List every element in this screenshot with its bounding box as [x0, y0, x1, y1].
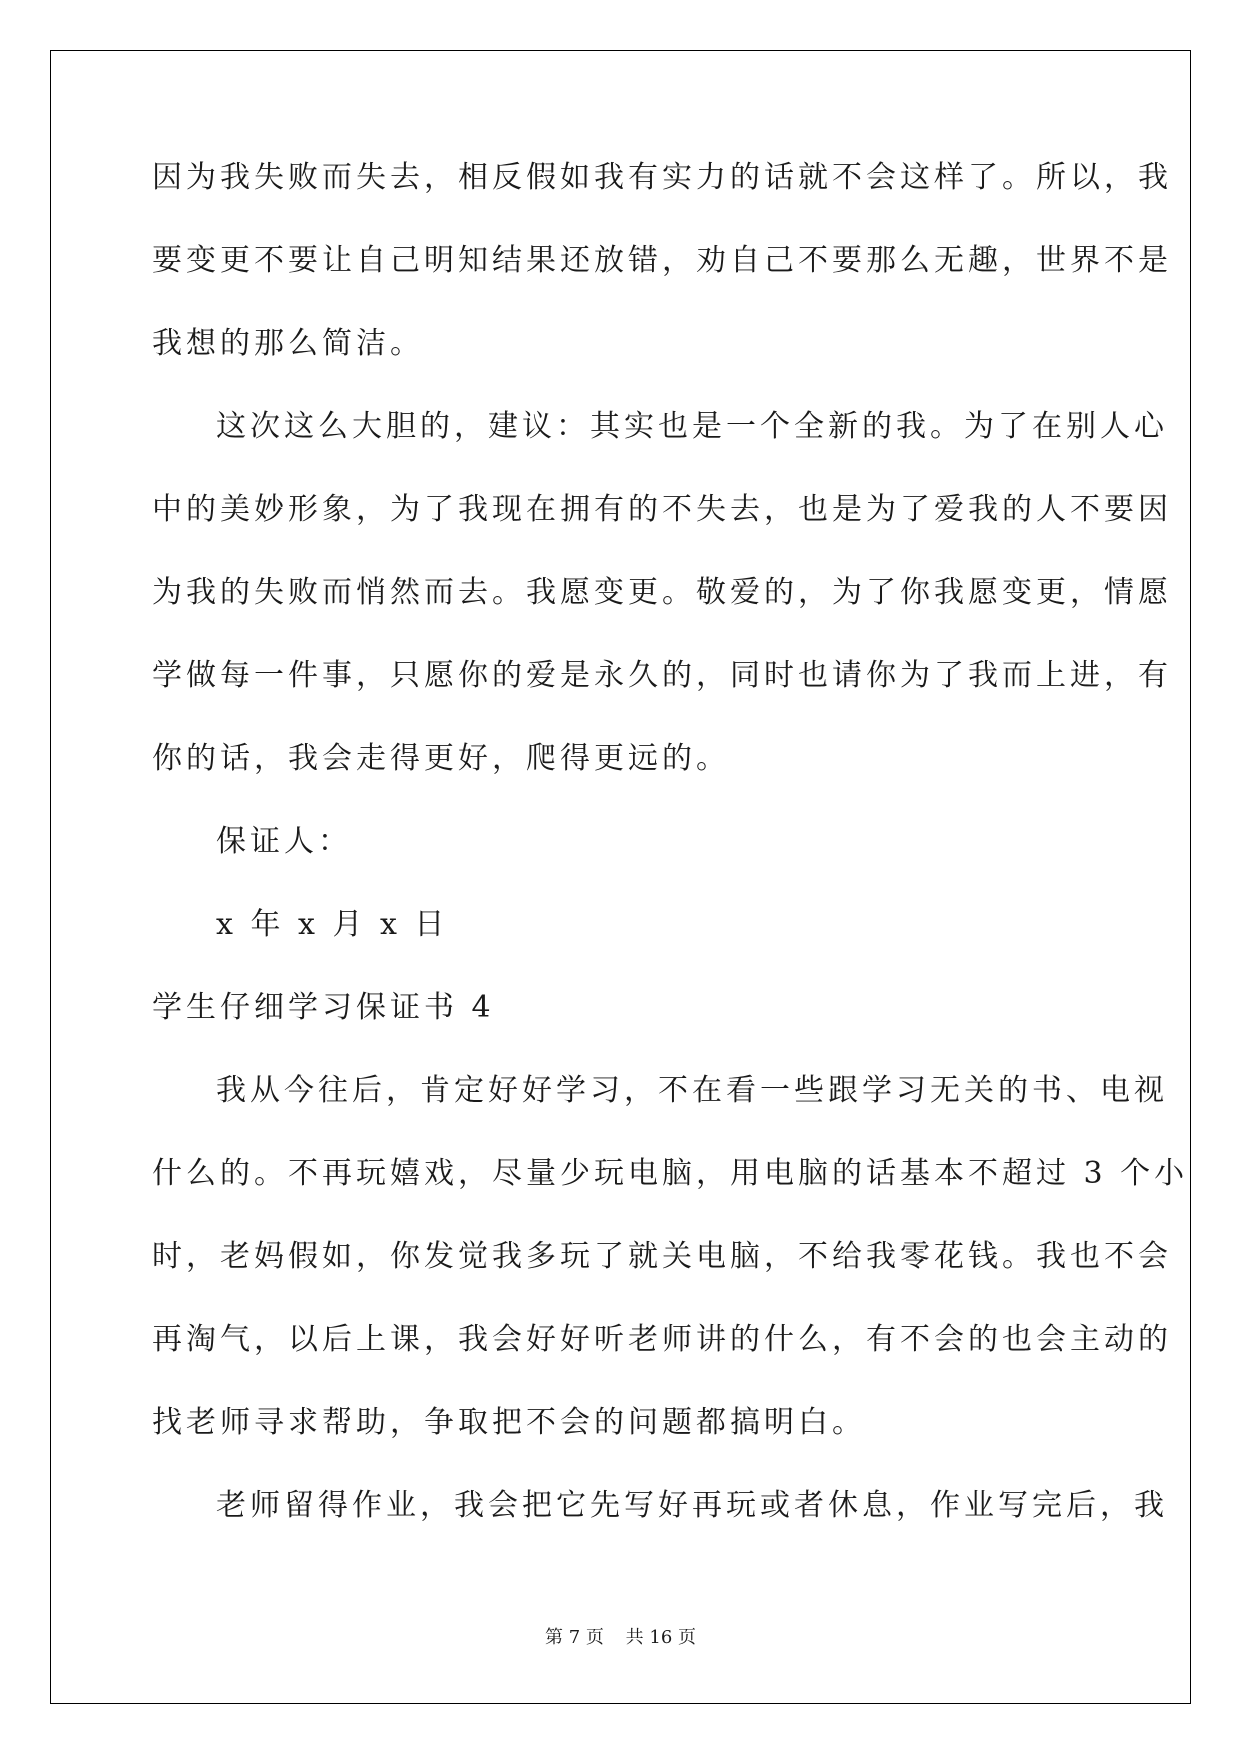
text-line: 再淘气，以后上课，我会好好听老师讲的什么，有不会的也会主动的: [152, 1322, 1172, 1357]
text-line: 这次这么大胆的，建议：其实也是一个全新的我。为了在别人心: [216, 409, 1168, 444]
text-line: 我想的那么简洁。: [152, 326, 424, 361]
text-line: 要变更不要让自己明知结果还放错，劝自己不要那么无趣，世界不是: [152, 243, 1172, 278]
text-line: 找老师寻求帮助，争取把不会的问题都搞明白。: [152, 1405, 866, 1440]
text-line: 时，老妈假如，你发觉我多玩了就关电脑，不给我零花钱。我也不会: [152, 1239, 1172, 1274]
page-number-current: 第 7 页: [545, 1627, 604, 1648]
page-number-total: 共 16 页: [625, 1627, 696, 1648]
text-line: 因为我失败而失去，相反假如我有实力的话就不会这样了。所以，我: [152, 160, 1172, 195]
page-footer: [0, 1626, 1241, 1650]
text-line: 老师留得作业，我会把它先写好再玩或者休息，作业写完后，我: [216, 1488, 1168, 1523]
text-line: 为我的失败而悄然而去。我愿变更。敬爱的，为了你我愿变更，情愿: [152, 575, 1172, 610]
text-line: 你的话，我会走得更好，爬得更远的。: [152, 741, 730, 776]
document-body: [152, 158, 1189, 1569]
guarantor-label: 保证人：: [216, 824, 352, 859]
text-line: 学做每一件事，只愿你的爱是永久的，同时也请你为了我而上进，有: [152, 658, 1172, 693]
text-line: 中的美妙形象，为了我现在拥有的不失去，也是为了爱我的人不要因: [152, 492, 1172, 527]
section-title: 学生仔细学习保证书 4: [152, 990, 495, 1025]
text-line: 什么的。不再玩嬉戏，尽量少玩电脑，用电脑的话基本不超过 3 个小: [152, 1156, 1189, 1191]
date-line: x 年 x 月 x 日: [216, 907, 449, 942]
text-line: 我从今往后，肯定好好学习，不在看一些跟学习无关的书、电视: [216, 1073, 1168, 1108]
